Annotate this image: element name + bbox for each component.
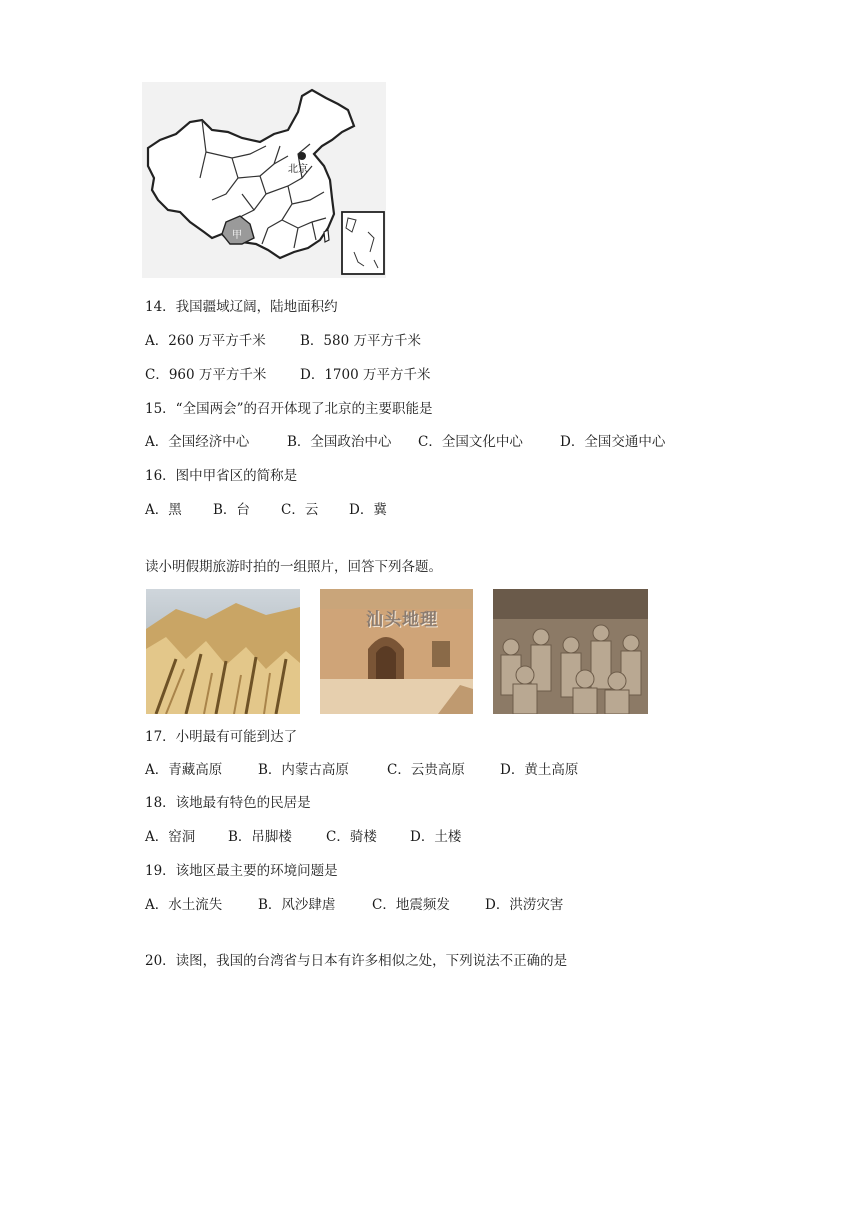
- q14-option-a: A．260 万平方千米: [145, 333, 266, 349]
- q14-stem: 14．我国疆域辽阔，陆地面积约: [145, 299, 338, 315]
- q16-option-a: A．黑: [145, 502, 182, 518]
- china-map: [142, 82, 386, 278]
- map-label-jia: 甲: [232, 230, 242, 241]
- q20-stem: 20．读图，我国的台湾省与日本有许多相似之处，下列说法不正确的是: [145, 953, 568, 969]
- q18-option-a: A．窑洞: [145, 829, 196, 845]
- q14-option-b: B．580 万平方千米: [300, 333, 421, 349]
- q17-option-b: B．内蒙古高原: [258, 762, 349, 778]
- q16-option-d: D．冀: [349, 502, 387, 518]
- q18-option-c: C．骑楼: [326, 829, 377, 845]
- intro-text: 读小明假期旅游时拍的一组照片，回答下列各题。: [145, 559, 442, 575]
- q16-option-b: B．台: [213, 502, 250, 518]
- q15-option-b: B．全国政治中心: [287, 434, 392, 450]
- q19-stem: 19．该地区最主要的环境问题是: [145, 863, 338, 879]
- photo-loess-gullies: [146, 589, 300, 714]
- photo-cave-dwelling: [320, 589, 473, 714]
- q18-option-d: D．土楼: [410, 829, 462, 845]
- q17-option-c: C．云贵高原: [387, 762, 465, 778]
- q14-option-c: C．960 万平方千米: [145, 367, 267, 383]
- q15-option-d: D．全国交通中心: [560, 434, 666, 450]
- q19-option-d: D．洪涝灾害: [485, 897, 564, 913]
- q15-option-a: A．全国经济中心: [145, 434, 250, 450]
- taiwan-island: [324, 230, 329, 242]
- map-label-beijing: 北京: [288, 164, 308, 175]
- q16-stem: 16．图中甲省区的简称是: [145, 468, 298, 484]
- beijing-dot: [298, 152, 306, 160]
- q18-option-b: B．吊脚楼: [228, 829, 292, 845]
- q17-option-a: A．青藏高原: [145, 762, 223, 778]
- q19-option-a: A．水土流失: [145, 897, 223, 913]
- q17-stem: 17．小明最有可能到达了: [145, 729, 298, 745]
- q18-stem: 18．该地最有特色的民居是: [145, 795, 311, 811]
- q15-option-c: C．全国文化中心: [418, 434, 523, 450]
- q16-option-c: C．云: [281, 502, 319, 518]
- photo-watermark: 汕头地理: [366, 610, 438, 630]
- q15-stem: 15．“全国两会”的召开体现了北京的主要职能是: [145, 401, 433, 417]
- q19-option-c: C．地震频发: [372, 897, 450, 913]
- q17-option-d: D．黄土高原: [500, 762, 579, 778]
- south-sea-inset: [342, 212, 384, 274]
- photo-terracotta-warriors: [493, 589, 648, 714]
- q19-option-b: B．风沙肆虐: [258, 897, 336, 913]
- q14-option-d: D．1700 万平方千米: [300, 367, 431, 383]
